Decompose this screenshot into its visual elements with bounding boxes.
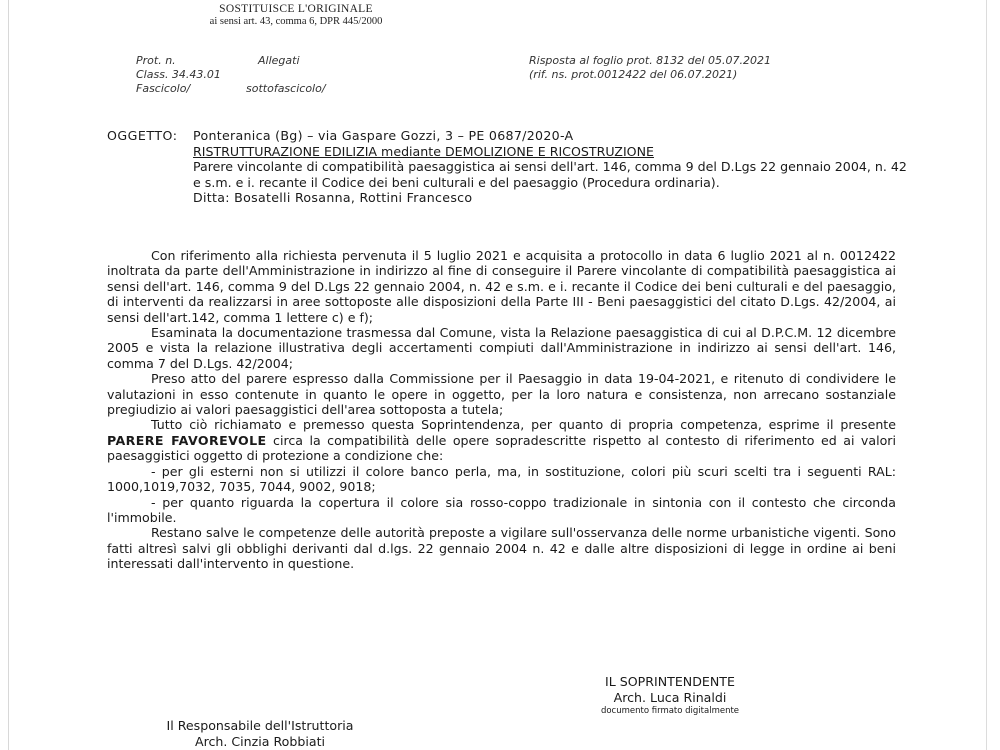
opinion-text-before: Tutto ciò richiamato e premesso questa Soprintendenza, per quanto di propria competenza, esprime il presente (151, 417, 896, 433)
responsible-title: Il Responsabile dell'Istruttoria (166, 718, 354, 733)
condition-colors: - per gli esterni non si utilizzi il colore banco perla, ma, in sostituzione, colori più scuri scelti tra i seguenti RAL: 1000,1019,7032, 7035, 7044, 9002, 9018; (107, 463, 896, 495)
reply-reference (529, 54, 771, 82)
paragraph-request: Con riferimento alla richiesta pervenuta il 5 luglio 2021 e acquisita a protocollo in data 6 luglio 2021 al n. 0012422 inoltrata da parte dell'Amministrazione in indirizzo al fine di conseguire il Parere vincolante di compatibilità paesaggistica ai sensi dell'art. 146, comma 9 del D.Lgs 22 gennaio 2004, n. 42 e s.m. e i. recante il Codice dei beni culturali e del paesaggio, di interventi da realizzarsi in aree sottoposte alle disposizioni della Parte III - Beni paesaggistici del citato D.Lgs. 42/2004, ai sensi dell'art.142, comma 1 lettere c) e f); (107, 248, 896, 325)
class-label: Class. 34.43.01 (136, 68, 221, 81)
signer-note: documento firmato digitalmente (600, 706, 740, 716)
reply-line-1: Risposta al foglio prot. 8132 del 05.07.2021 (529, 54, 771, 67)
reply-line-2: (rif. ns. prot.0012422 del 06.07.2021) (529, 68, 738, 81)
signer-name: Arch. Luca Rinaldi (613, 690, 727, 705)
subject-ditta: Ditta: Bosatelli Rosanna, Rottini Francesco (193, 190, 473, 205)
paragraph-opinion (107, 417, 896, 463)
superintendent-signature (560, 674, 780, 717)
subject-block (107, 128, 907, 206)
scan-edge-right (986, 0, 987, 750)
sottofascicolo-label: sottofascicolo/ (246, 82, 326, 95)
subject-place: Ponteranica (Bg) – via Gaspare Gozzi, 3 – PE 0687/2020-A (193, 128, 574, 143)
scan-edge-left (8, 0, 9, 750)
allegati-label: Allegati (258, 54, 300, 67)
condition-roof: - per quanto riguarda la copertura il colore sia rosso-coppo tradizionale in sintonia con il contesto che circonda l'immobile. (107, 494, 896, 525)
subject-label: OGGETTO: (107, 128, 178, 143)
opinion-verdict: PARERE FAVOREVOLE (107, 432, 267, 448)
opinion-text-after: circa la compatibilità delle opere sopradescritte rispetto al contesto di riferimento ed ai valori paesaggistici oggetto di protezione a condizione che: (107, 432, 896, 464)
stamp-line-1: SOSTITUISCE L'ORIGINALE (219, 3, 373, 15)
responsible-block (140, 718, 380, 750)
letter-body (107, 248, 896, 572)
prot-label: Prot. n. (136, 54, 176, 67)
protocol-block (136, 54, 326, 96)
fascicolo-label: Fascicolo/ (136, 82, 191, 95)
signer-title: IL SOPRINTENDENTE (605, 674, 735, 689)
subject-works: RISTRUTTURAZIONE EDILIZIA mediante DEMOLIZIONE E RICOSTRUZIONE (193, 143, 654, 159)
paragraph-examined: Esaminata la documentazione trasmessa dal Comune, vista la Relazione paesaggistica di cui al D.P.C.M. 12 dicembre 2005 e vista la relazione illustrativa degli accertamenti compiuti dall'Amministrazione in indirizzo ai sensi dell'art. 146, comma 7 del D.Lgs. 42/2004; (107, 325, 896, 371)
stamp-line-2: ai sensi art. 43, comma 6, DPR 445/2000 (209, 16, 383, 27)
responsible-name: Arch. Cinzia Robbiati (194, 734, 326, 749)
paragraph-commission: Preso atto del parere espresso dalla Commissione per il Paesaggio in data 19-04-2021, e ritenuto di condividere le valutazioni in esso contenute in quanto le opere in oggetto, per la loro natura e consistenza, non arrecano sostanziale pregiudizio ai valori paesaggistici dell'area sottoposta a tutela; (107, 371, 896, 418)
paragraph-competences: Restano salve le competenze delle autorità preposte a vigilare sull'osservanza delle norme urbanistiche vigenti. Sono fatti altresì salvi gli obblighi derivanti dal d.lgs. 22 gennaio 2004 n. 42 e dalle altre disposizioni di legge in ordine ai beni interessati dall'intervento in questione. (107, 525, 896, 572)
subject-parere: Parere vincolante di compatibilità paesaggistica ai sensi dell'art. 146, comma 9 del D.Lgs 22 gennaio 2004, n. 42 e s.m. e i. recante il Codice dei beni culturali e del paesaggio (Procedura ordinaria). (193, 159, 907, 190)
copy-stamp (186, 3, 406, 27)
